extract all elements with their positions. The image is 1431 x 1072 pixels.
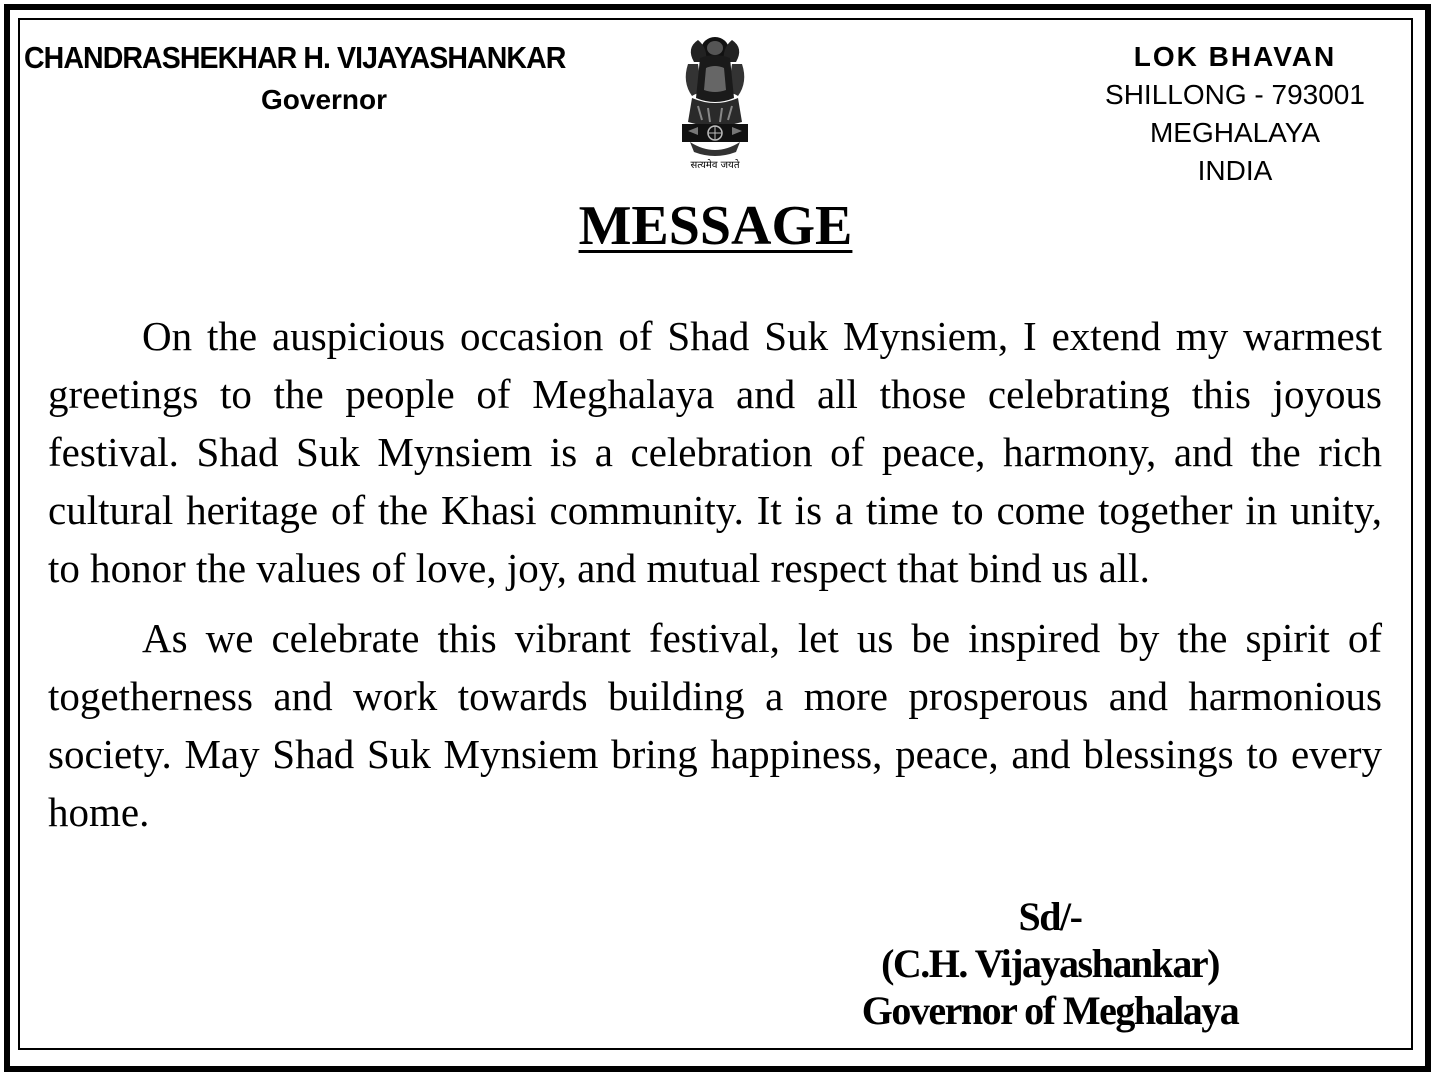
message-body <box>48 307 1382 841</box>
message-paragraph-1: On the auspicious occasion of Shad Suk Mynsiem, I extend my warmest greetings to the people of Meghalaya and all those celebrating this joyous festival. Shad Suk Mynsiem is a celebration of peace, harmony, and the rich cultural heritage of the Khasi community. It is a time to come together in unity, to honor the values of love, joy, and mutual respect that bind us all. <box>48 313 1382 591</box>
address-line-state: MEGHALAYA <box>1149 117 1321 148</box>
signature-sd: Sd/- <box>1018 894 1082 939</box>
sender-name: CHANDRASHEKHAR H. VIJAYASHANKAR <box>24 40 566 75</box>
address-line-country: INDIA <box>1197 155 1273 186</box>
message-heading: MESSAGE <box>578 195 853 257</box>
emblem-motto: सत्यमेव जयते <box>690 160 740 171</box>
signature-block <box>820 893 1280 1034</box>
signature-designation: Governor of Meghalaya <box>861 988 1239 1033</box>
signature-name: (C.H. Vijayashankar) <box>881 941 1219 986</box>
sender-title: Governor <box>260 84 388 115</box>
address-line-office: LOK BHAVAN <box>1133 41 1337 72</box>
address-block <box>1090 38 1380 190</box>
address-line-city: SHILLONG - 793001 <box>1105 79 1365 110</box>
national-emblem-icon <box>664 28 766 176</box>
message-paragraph-2: As we celebrate this vibrant festival, let us be inspired by the spirit of togetherness and work towards building a more prosperous and harmonious society. May Shad Suk Mynsiem bring happiness, peace, and blessings to every home. <box>48 615 1382 835</box>
